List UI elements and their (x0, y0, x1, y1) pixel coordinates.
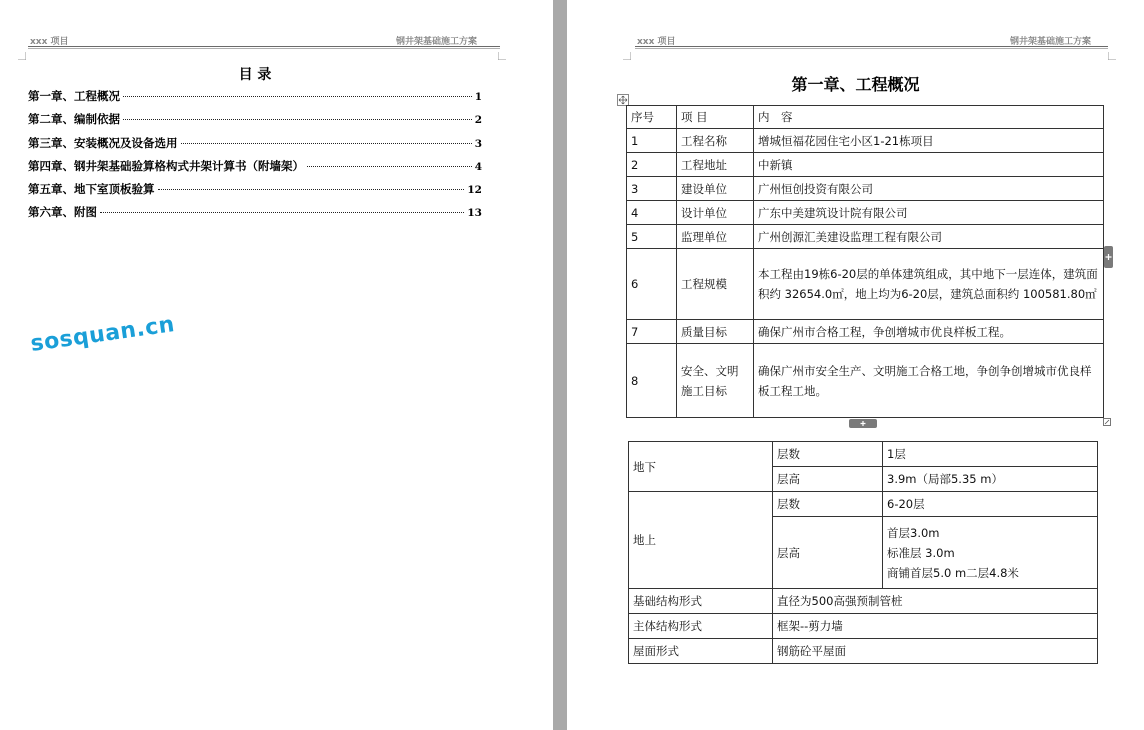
height-line: 首层3.0m (887, 525, 940, 540)
cell-main-structure-value: 框架--剪力墙 (773, 614, 1098, 639)
toc-entry-page: 13 (467, 207, 482, 219)
cell-height-value: 3.9m（局部5.35 m） (883, 467, 1098, 492)
toc-entry[interactable] (28, 158, 482, 174)
cell-item: 监理单位 (677, 225, 754, 249)
cell-no: 3 (627, 177, 677, 201)
toc-entry-title: 第一章、工程概况 (28, 89, 120, 103)
header-project-name: xxx 项目 (30, 37, 69, 47)
cell-no: 6 (627, 249, 677, 320)
cell-content: 广州创源汇美建设监理工程有限公司 (754, 225, 1104, 249)
header-cell-no: 序号 (627, 106, 677, 129)
cell-no: 7 (627, 320, 677, 344)
cell-item: 安全、文明施工目标 (677, 344, 754, 418)
cell-foundation-label: 基础结构形式 (629, 589, 773, 614)
toc-entry-page: 2 (474, 114, 482, 126)
table-row (627, 201, 1104, 225)
cell-item: 设计单位 (677, 201, 754, 225)
header-doc-title: 钢井架基础施工方案 (1010, 37, 1092, 47)
table-row (627, 129, 1104, 153)
cell-item: 工程名称 (677, 129, 754, 153)
table-row (627, 153, 1104, 177)
cell-no: 2 (627, 153, 677, 177)
header-cell-content: 内 容 (754, 106, 1104, 129)
cell-floors-value: 1层 (883, 442, 1098, 467)
chapter-title: 第一章、工程概况 (791, 75, 920, 94)
cell-floors-value: 6-20层 (883, 492, 1098, 517)
structure-info-table (628, 441, 1098, 664)
cell-no: 1 (627, 129, 677, 153)
cell-height-label: 层高 (773, 467, 883, 492)
add-column-icon[interactable] (1104, 246, 1113, 268)
cell-content: 确保广州市合格工程，争创增城市优良样板工程。 (754, 320, 1104, 344)
toc-entry[interactable] (28, 111, 482, 127)
cell-content: 本工程由19栋6-20层的单体建筑组成，其中地下一层连体，建筑面积约 32654.0㎡，地上均为6-20层，建筑总面积约 100581.80㎡ (754, 249, 1104, 320)
toc-leader-dots (181, 143, 472, 144)
cell-no: 5 (627, 225, 677, 249)
toc-entry[interactable] (28, 181, 482, 197)
cell-aboveground-label: 地上 (629, 492, 773, 589)
toc-entry[interactable] (28, 135, 482, 151)
toc-leader-dots (158, 189, 465, 190)
cell-content: 广州恒创投资有限公司 (754, 177, 1104, 201)
add-row-icon[interactable] (849, 419, 877, 428)
height-line: 商铺首层5.0 m二层4.8米 (887, 565, 1019, 580)
toc-leader-dots (100, 212, 464, 213)
toc-entry[interactable] (28, 204, 482, 220)
header-rule-thin (635, 48, 1108, 49)
cell-no: 8 (627, 344, 677, 418)
header-project-name: xxx 项目 (637, 37, 676, 47)
toc-entry-title: 第二章、编制依据 (28, 112, 120, 126)
header-rule (635, 46, 1108, 47)
cell-item: 工程地址 (677, 153, 754, 177)
toc-entry[interactable] (28, 88, 482, 104)
table-row (627, 177, 1104, 201)
watermark-text: sosquan.cn (28, 312, 177, 357)
cell-height-label: 层高 (773, 517, 883, 589)
cell-content: 确保广州市安全生产、文明施工合格工地，争创争创增城市优良样板工程工地。 (754, 344, 1104, 418)
table-resize-icon[interactable] (1103, 418, 1111, 426)
toc-leader-dots (307, 166, 472, 167)
cell-item: 建设单位 (677, 177, 754, 201)
cell-no: 4 (627, 201, 677, 225)
crop-mark-icon (498, 52, 506, 60)
cell-content: 中新镇 (754, 153, 1104, 177)
cell-item: 质量目标 (677, 320, 754, 344)
table-row (629, 639, 1098, 664)
document-page-right (567, 0, 1144, 730)
cell-floors-label: 层数 (773, 442, 883, 467)
header-doc-title: 钢井架基础施工方案 (396, 37, 478, 47)
toc-entry-page: 4 (474, 161, 482, 173)
toc-entry-title: 第四章、钢井架基础验算格构式井架计算书（附墙架） (28, 159, 304, 173)
table-header-row (627, 106, 1104, 129)
cell-underground-label: 地下 (629, 442, 773, 492)
table-row (629, 442, 1098, 467)
crop-mark-icon (1108, 52, 1116, 60)
cell-roof-value: 钢筋砼平屋面 (773, 639, 1098, 664)
document-page-left (0, 0, 553, 730)
toc-entry-title: 第六章、附图 (28, 205, 97, 219)
table-row (629, 614, 1098, 639)
header-rule-thin (28, 48, 500, 49)
toc-leader-dots (123, 96, 472, 97)
page-gap (553, 0, 567, 730)
table-row (629, 589, 1098, 614)
crop-mark-icon (623, 52, 631, 60)
toc-leader-dots (123, 119, 472, 120)
toc-entry-title: 第五章、地下室顶板验算 (28, 182, 155, 196)
crop-mark-icon (18, 52, 26, 60)
toc-title: 目 录 (238, 67, 272, 83)
toc-entry-page: 12 (467, 184, 482, 196)
cell-height-values (883, 517, 1098, 589)
table-row (627, 225, 1104, 249)
cell-roof-label: 屋面形式 (629, 639, 773, 664)
project-overview-table (626, 105, 1104, 418)
cell-item: 工程规模 (677, 249, 754, 320)
toc-entry-title: 第三章、安装概况及设备选用 (28, 136, 178, 150)
table-row (627, 344, 1104, 418)
toc-entry-page: 1 (474, 91, 482, 103)
cell-main-structure-label: 主体结构形式 (629, 614, 773, 639)
toc-entry-page: 3 (474, 138, 482, 150)
header-cell-item: 项 目 (677, 106, 754, 129)
cell-content: 广东中美建筑设计院有限公司 (754, 201, 1104, 225)
cell-content: 增城恒福花园住宅小区1-21栋项目 (754, 129, 1104, 153)
header-rule (28, 46, 500, 47)
table-row (627, 320, 1104, 344)
height-line: 标准层 3.0m (887, 545, 955, 560)
cell-floors-label: 层数 (773, 492, 883, 517)
table-row (627, 249, 1104, 320)
table-row (629, 492, 1098, 517)
cell-foundation-value: 直径为500高强预制管桩 (773, 589, 1098, 614)
